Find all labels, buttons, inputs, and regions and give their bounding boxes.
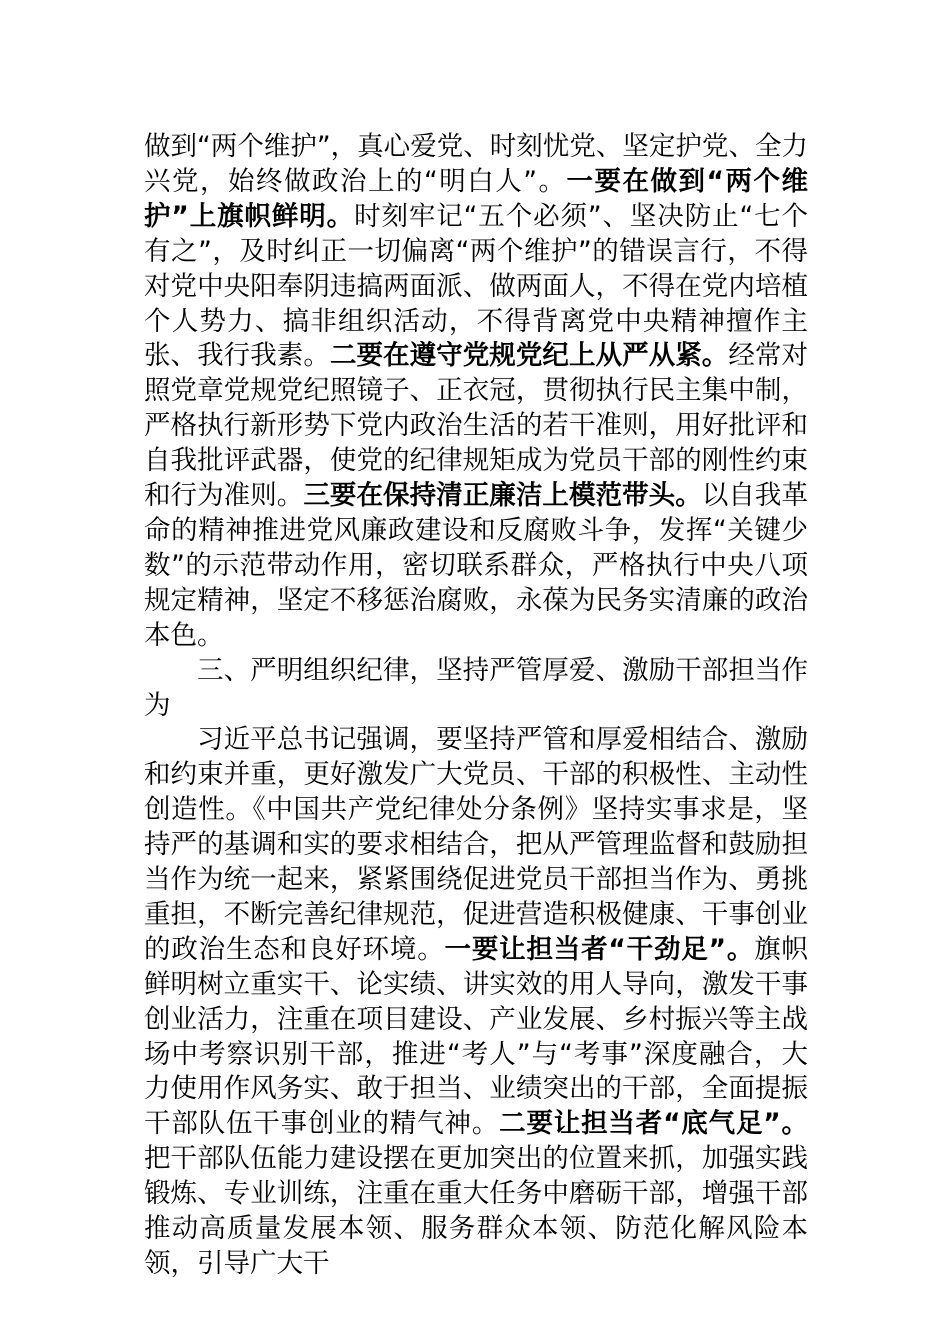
paragraph-organizational-discipline [144, 723, 808, 1282]
text-run: 以自我革命的精神推进党风廉政建设和反腐败斗争，发挥“关键少数”的示范带动作用，密切联系群众，严格执行中央八项规定精神，坚定不移惩治腐败，永葆为民务实清廉的政治本色。 [144, 480, 808, 651]
text-run: 习近平总书记强调，要坚持严管和厚爱相结合、激励和约束并重，更好激发广大党员、干部的积极性、主动性创造性。《中国共产党纪律处分条例》坚持实事求是，坚持严的基调和实的要求相结合，把从严管理监督和鼓励担当作为统一起来，紧紧围绕促进党员干部担当作为、勇挑重担，不断完善纪律规范，促进营造积极健康、干事创业的政治生态和良好环境。 [144, 724, 808, 965]
text-run: 把干部队伍能力建设摆在更加突出的位置来抓，加强实践锻炼、专业训练，注重在重大任务中磨砺干部，增强干部推动高质量发展本领、服务群众本领、防范化解风险本领，引导广大干 [144, 1143, 808, 1279]
bold-heading-run: 一要在做到“两个维护”上旗帜鲜明。 [144, 165, 808, 232]
text-run: 经常对照党章党规党纪照镜子、正衣冠，贯彻执行民主集中制，严格执行新形势下党内政治生活的若干准则，用好批评和自我批评武器，使党的纪律规矩成为党员干部的刚性约束和行为准则。 [144, 340, 808, 512]
text-run: 做到“两个维护”，真心爱党、时刻忧党、坚定护党、全力兴党，始终做政治上的“明白人”。 [144, 131, 808, 197]
section-heading [144, 654, 808, 724]
bold-heading-run: 二要在遵守党规党纪上从严从紧。 [329, 340, 729, 372]
paragraph-two-safeguards [144, 130, 808, 654]
section-heading-text: 三、严明组织纪律，坚持严管厚爱、激励干部担当作为 [144, 654, 808, 721]
text-run: 时刻牢记“五个必须”、坚决防止“七个有之”，及时纠正一切偏离“两个维护”的错误言行，不得对党中央阳奉阴违搞两面派、做两面人，不得在党内培植个人势力、搞非组织活动，不得背离党中央精神擅作主张、我行我素。 [144, 200, 809, 372]
bold-heading-run: 二要让担当者“底气足”。 [499, 1108, 808, 1140]
bold-heading-run: 三要在保持清正廉洁上模范带头。 [303, 480, 702, 512]
text-run: 旗帜鲜明树立重实干、论实绩、讲实效的用人导向，激发干事创业活力，注重在项目建设、产业发展、乡村振兴等主战场中考察识别干部，推进“考人”与“考事”深度融合，大力使用作风务实、敢于担当、业绩突出的干部，全面提振干部队伍干事创业的精气神。 [144, 933, 809, 1140]
body-text [144, 130, 808, 1282]
bold-heading-run: 一要让担当者“干劲足”。 [444, 933, 755, 965]
